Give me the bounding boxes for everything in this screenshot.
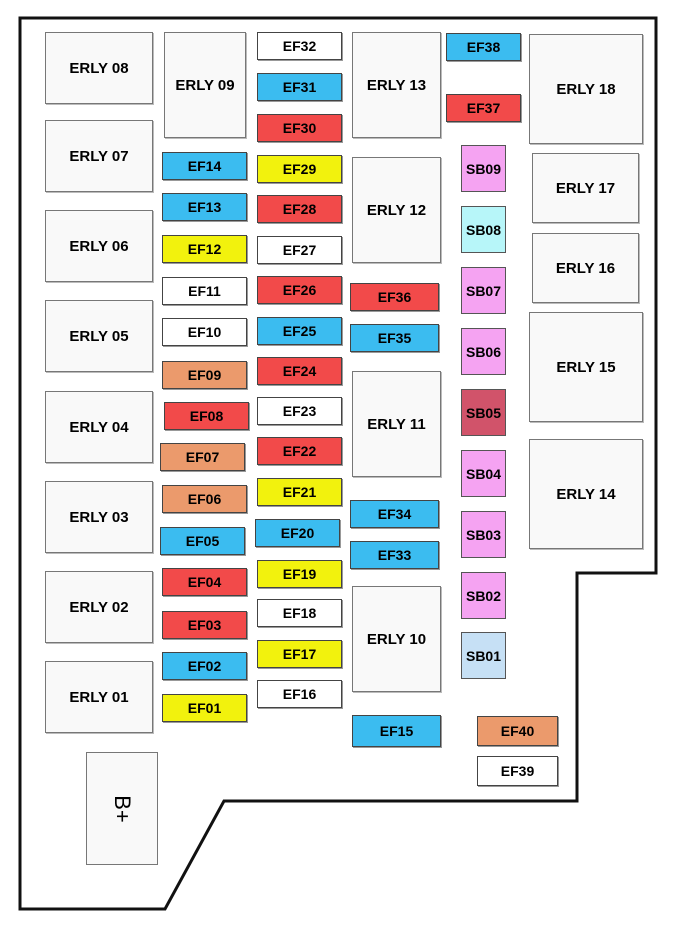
fuse-ef09: EF09	[162, 361, 247, 389]
fuse-ef28: EF28	[257, 195, 342, 223]
relay-erly-11: ERLY 11	[352, 371, 441, 477]
fuse-ef07: EF07	[160, 443, 245, 471]
fuse-ef19: EF19	[257, 560, 342, 588]
fuse-ef16: EF16	[257, 680, 342, 708]
relay-erly-09: ERLY 09	[164, 32, 246, 138]
relay-erly-15: ERLY 15	[529, 312, 643, 422]
fuse-ef20: EF20	[255, 519, 340, 547]
relay-erly-01: ERLY 01	[45, 661, 153, 733]
fuse-sb02: SB02	[461, 572, 506, 619]
relay-erly-07: ERLY 07	[45, 120, 153, 192]
relay-erly-12: ERLY 12	[352, 157, 441, 263]
fuse-ef04: EF04	[162, 568, 247, 596]
fuse-ef23: EF23	[257, 397, 342, 425]
fuse-ef14: EF14	[162, 152, 247, 180]
relay-erly-10: ERLY 10	[352, 586, 441, 692]
fuse-ef18: EF18	[257, 599, 342, 627]
fuse-sb07: SB07	[461, 267, 506, 314]
relay-erly-04: ERLY 04	[45, 391, 153, 463]
fuse-sb05: SB05	[461, 389, 506, 436]
fuse-ef34: EF34	[350, 500, 439, 528]
fuse-ef38: EF38	[446, 33, 521, 61]
fuse-ef15: EF15	[352, 715, 441, 747]
fuse-ef26: EF26	[257, 276, 342, 304]
relay-erly-18: ERLY 18	[529, 34, 643, 144]
fuse-ef27: EF27	[257, 236, 342, 264]
fuse-sb01: SB01	[461, 632, 506, 679]
fuse-ef08: EF08	[164, 402, 249, 430]
fuse-ef11: EF11	[162, 277, 247, 305]
relay-erly-17: ERLY 17	[532, 153, 639, 223]
fuse-ef22: EF22	[257, 437, 342, 465]
fuse-ef39: EF39	[477, 756, 558, 786]
battery-terminal-label: B+	[110, 794, 135, 823]
fuse-ef03: EF03	[162, 611, 247, 639]
relay-erly-13: ERLY 13	[352, 32, 441, 138]
fuse-sb06: SB06	[461, 328, 506, 375]
relay-erly-03: ERLY 03	[45, 481, 153, 553]
fuse-ef37: EF37	[446, 94, 521, 122]
fuse-ef36: EF36	[350, 283, 439, 311]
fuse-ef02: EF02	[162, 652, 247, 680]
relay-erly-06: ERLY 06	[45, 210, 153, 282]
fuse-ef05: EF05	[160, 527, 245, 555]
fuse-ef24: EF24	[257, 357, 342, 385]
relay-erly-02: ERLY 02	[45, 571, 153, 643]
relay-erly-05: ERLY 05	[45, 300, 153, 372]
fuse-ef33: EF33	[350, 541, 439, 569]
relay-erly-16: ERLY 16	[532, 233, 639, 303]
fuse-ef35: EF35	[350, 324, 439, 352]
relay-erly-14: ERLY 14	[529, 439, 643, 549]
fuse-ef17: EF17	[257, 640, 342, 668]
fuse-ef31: EF31	[257, 73, 342, 101]
fuse-ef12: EF12	[162, 235, 247, 263]
fuse-ef25: EF25	[257, 317, 342, 345]
relay-erly-08: ERLY 08	[45, 32, 153, 104]
fuse-sb03: SB03	[461, 511, 506, 558]
fuse-ef13: EF13	[162, 193, 247, 221]
fuse-ef06: EF06	[162, 485, 247, 513]
fuse-ef10: EF10	[162, 318, 247, 346]
fuse-ef21: EF21	[257, 478, 342, 506]
fuse-ef32: EF32	[257, 32, 342, 60]
fuse-ef40: EF40	[477, 716, 558, 746]
fuse-ef30: EF30	[257, 114, 342, 142]
fuse-sb09: SB09	[461, 145, 506, 192]
battery-terminal-bplus	[86, 752, 158, 865]
fuse-sb04: SB04	[461, 450, 506, 497]
fuse-sb08: SB08	[461, 206, 506, 253]
fuse-ef29: EF29	[257, 155, 342, 183]
fuse-ef01: EF01	[162, 694, 247, 722]
